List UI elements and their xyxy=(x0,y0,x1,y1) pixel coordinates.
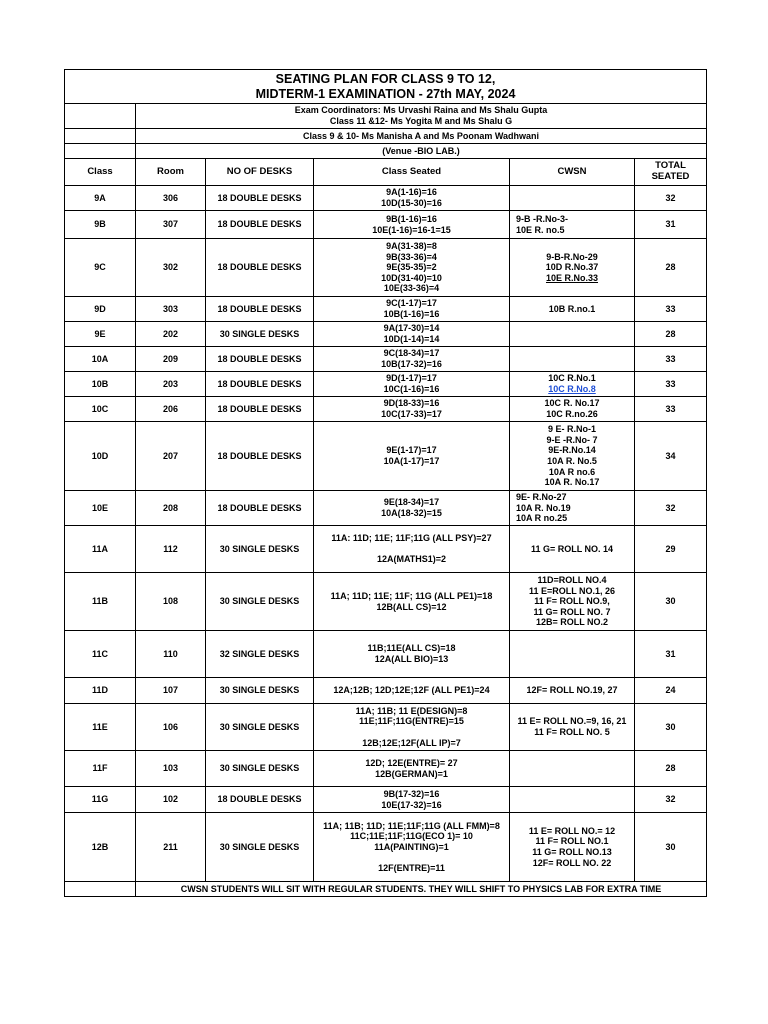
seated-line: 10D(15-30)=16 xyxy=(381,198,442,208)
room-cell: 102 xyxy=(136,787,206,813)
seated-line: 10B(17-32)=16 xyxy=(381,359,442,369)
total-seated-cell: 29 xyxy=(635,526,707,573)
seated-line: 11A; 11B; 11D; 11E;11F;11G (ALL FMM)=8 xyxy=(323,820,500,831)
class-seated-cell xyxy=(314,372,510,397)
cwsn-line: 11 E= ROLL NO.=9, 16, 21 xyxy=(517,716,627,727)
seated-line: 12A(MATHS1)=2 xyxy=(376,554,447,565)
class-9-10-coordinators: Class 9 & 10- Ms Manisha A and Ms Poonam Wadhwani xyxy=(136,129,707,144)
class-cell: 9B xyxy=(65,211,136,239)
cwsn-cell xyxy=(510,347,635,372)
desks-cell: 18 DOUBLE DESKS xyxy=(206,239,314,297)
header-class: Class xyxy=(65,159,136,186)
venue-text: (Venue -BIO LAB.) xyxy=(136,144,707,159)
room-cell: 302 xyxy=(136,239,206,297)
cwsn-line: 10A R. No.19 xyxy=(516,502,571,513)
cwsn-cell xyxy=(510,704,635,751)
room-cell: 307 xyxy=(136,211,206,239)
total-seated-cell: 31 xyxy=(635,211,707,239)
seated-line: 12B;12E;12F(ALL IP)=7 xyxy=(362,737,461,748)
cwsn-line: 10A R. No.5 xyxy=(547,456,597,466)
cwsn-cell xyxy=(510,397,635,422)
cwsn-cell xyxy=(510,372,635,397)
table-row xyxy=(65,751,707,787)
seated-line xyxy=(316,544,507,555)
seated-line: 12B(ALL CS)=12 xyxy=(376,601,447,612)
class-seated-cell xyxy=(314,397,510,422)
cwsn-line: 10B R.no.1 xyxy=(548,303,596,314)
room-cell: 206 xyxy=(136,397,206,422)
seated-line: 9D(18-33)=16 xyxy=(383,398,440,409)
class-cell: 11B xyxy=(65,573,136,631)
cwsn-cell xyxy=(510,422,635,491)
class-seated-cell xyxy=(314,787,510,813)
cwsn-cell xyxy=(510,322,635,347)
cwsn-cell xyxy=(510,631,635,678)
total-seated-cell: 30 xyxy=(635,813,707,882)
desks-cell: 30 SINGLE DESKS xyxy=(206,322,314,347)
footer-note: CWSN STUDENTS WILL SIT WITH REGULAR STUDENTS. THEY WILL SHIFT TO PHYSICS LAB FOR EXTRA TIME xyxy=(136,882,707,897)
class-cell: 9D xyxy=(65,297,136,322)
seated-line: 10D(1-14)=14 xyxy=(383,334,440,344)
seated-line: 9E(1-17)=17 xyxy=(386,445,437,456)
cwsn-line: 9-B-R.No-29 xyxy=(546,251,598,262)
cwsn-line: 10A R no.25 xyxy=(516,513,568,524)
coordinators-text: Exam Coordinators: Ms Urvashi Raina and Ms Shalu Gupta xyxy=(294,105,548,116)
cwsn-cell xyxy=(510,751,635,787)
seated-line: 10D(31-40)=10 xyxy=(381,272,442,283)
cwsn-cell xyxy=(510,239,635,297)
table-row xyxy=(65,397,707,422)
seated-line: 9A(17-30)=14 xyxy=(383,323,440,334)
table-row xyxy=(65,211,707,239)
room-cell: 110 xyxy=(136,631,206,678)
table-row xyxy=(65,239,707,297)
seated-line xyxy=(316,727,507,738)
title-line-2: MIDTERM-1 EXAMINATION - 27th MAY, 2024 xyxy=(255,86,516,101)
total-seated-cell: 28 xyxy=(635,322,707,347)
room-cell: 107 xyxy=(136,678,206,704)
class-seated-cell xyxy=(314,751,510,787)
seated-line: 9D(1-17)=17 xyxy=(386,373,437,384)
coordinators-row xyxy=(65,104,707,129)
desks-cell: 30 SINGLE DESKS xyxy=(206,526,314,573)
cwsn-line: 9-B -R.No-3- xyxy=(516,213,568,224)
table-row xyxy=(65,347,707,372)
class-cell: 10C xyxy=(65,397,136,422)
seated-line: 11A; 11D; 11E; 11F; 11G (ALL PE1)=18 xyxy=(330,590,493,601)
desks-cell: 30 SINGLE DESKS xyxy=(206,678,314,704)
total-seated-cell: 32 xyxy=(635,491,707,526)
cwsn-line: 10E R.No.33 xyxy=(545,272,599,283)
desks-cell: 18 DOUBLE DESKS xyxy=(206,422,314,491)
blank-cell xyxy=(65,104,136,129)
cwsn-cell xyxy=(510,186,635,211)
class-cell: 11A xyxy=(65,526,136,573)
seated-line: 9B(17-32)=16 xyxy=(383,788,440,799)
cwsn-cell xyxy=(510,297,635,322)
table-row xyxy=(65,186,707,211)
table-row xyxy=(65,813,707,882)
table-row xyxy=(65,704,707,751)
class-seated-cell xyxy=(314,491,510,526)
blank-cell xyxy=(65,882,136,897)
room-cell: 108 xyxy=(136,573,206,631)
seated-line: 9E(18-34)=17 xyxy=(383,497,440,508)
room-cell: 211 xyxy=(136,813,206,882)
seated-line: 10A(1-17)=17 xyxy=(383,456,440,466)
desks-cell: 18 DOUBLE DESKS xyxy=(206,186,314,211)
cwsn-line: 9E-R.No.14 xyxy=(548,445,596,456)
cwsn-line: 10E R. no.5 xyxy=(516,224,565,235)
table-row xyxy=(65,573,707,631)
seated-line: 11A(PAINTING)=1 xyxy=(374,841,449,852)
class-cell: 10E xyxy=(65,491,136,526)
class-cell: 9A xyxy=(65,186,136,211)
class-cell: 12B xyxy=(65,813,136,882)
desks-cell: 30 SINGLE DESKS xyxy=(206,813,314,882)
cwsn-line: 9E- R.No-27 xyxy=(516,492,567,503)
desks-cell: 30 SINGLE DESKS xyxy=(206,704,314,751)
title-row xyxy=(65,70,707,104)
desks-cell: 18 DOUBLE DESKS xyxy=(206,397,314,422)
seating-plan-table xyxy=(64,69,707,897)
total-seated-cell: 28 xyxy=(635,239,707,297)
class-seated-cell xyxy=(314,211,510,239)
cwsn-line: 11 E=ROLL NO.1, 26 xyxy=(528,585,616,596)
class-cell: 11E xyxy=(65,704,136,751)
class-seated-cell xyxy=(314,704,510,751)
seated-line: 12A(ALL BIO)=13 xyxy=(374,654,449,664)
seated-line: 11C;11E;11F;11G(ECO 1)= 10 xyxy=(350,831,473,842)
table-row xyxy=(65,422,707,491)
total-seated-cell: 28 xyxy=(635,751,707,787)
total-seated-cell: 33 xyxy=(635,372,707,397)
venue-row xyxy=(65,144,707,159)
header-desks: NO OF DESKS xyxy=(206,159,314,186)
class-9-10-row xyxy=(65,129,707,144)
seated-line: 9A(31-38)=8 xyxy=(386,241,437,252)
table-row xyxy=(65,787,707,813)
class-seated-cell xyxy=(314,631,510,678)
cwsn-line: 10C R.No.1 xyxy=(548,373,596,384)
total-seated-cell: 31 xyxy=(635,631,707,678)
table-row xyxy=(65,526,707,573)
seated-line: 11A; 11B; 11 E(DESIGN)=8 xyxy=(355,705,468,716)
table-row xyxy=(65,297,707,322)
class-seated-cell xyxy=(314,186,510,211)
seated-line: 10C(17-33)=17 xyxy=(381,409,442,419)
cwsn-line: 11 G= ROLL NO. 7 xyxy=(533,606,611,617)
header-total-line-1: TOTAL xyxy=(655,160,686,172)
header-room: Room xyxy=(136,159,206,186)
class-11-12-coordinators: Class 11 &12- Ms Yogita M and Ms Shalu G xyxy=(329,116,513,126)
class-seated-cell xyxy=(314,239,510,297)
cwsn-cell xyxy=(510,526,635,573)
cwsn-line: 10C R. No.17 xyxy=(544,398,600,409)
cwsn-line: 11 F= ROLL NO.1 xyxy=(535,836,609,847)
room-cell: 103 xyxy=(136,751,206,787)
room-cell: 203 xyxy=(136,372,206,397)
seated-line: 12D; 12E(ENTRE)= 27 xyxy=(365,757,458,768)
header-total-line-2: SEATED xyxy=(651,171,690,182)
seated-line xyxy=(316,852,507,863)
cwsn-line: 10D R.No.37 xyxy=(545,262,599,273)
total-seated-cell: 32 xyxy=(635,186,707,211)
cwsn-line: 10A R no.6 xyxy=(548,466,596,477)
desks-cell: 18 DOUBLE DESKS xyxy=(206,297,314,322)
seated-line: 10E(17-32)=16 xyxy=(381,799,442,810)
cwsn-cell xyxy=(510,573,635,631)
title-line-1: SEATING PLAN FOR CLASS 9 TO 12, xyxy=(275,72,496,86)
cwsn-line: 10C R.no.26 xyxy=(546,409,598,419)
desks-cell: 18 DOUBLE DESKS xyxy=(206,347,314,372)
cwsn-line: 9 E- R.No-1 xyxy=(547,424,596,435)
table-row xyxy=(65,491,707,526)
cwsn-line: 9-E -R.No- 7 xyxy=(546,434,598,445)
seated-line: 12F(ENTRE)=11 xyxy=(378,862,445,873)
room-cell: 112 xyxy=(136,526,206,573)
desks-cell: 18 DOUBLE DESKS xyxy=(206,787,314,813)
header-class-seated: Class Seated xyxy=(314,159,510,186)
table-row xyxy=(65,372,707,397)
total-seated-cell: 30 xyxy=(635,704,707,751)
cwsn-line: 11 E= ROLL NO.= 12 xyxy=(528,825,616,836)
cwsn-cell xyxy=(510,787,635,813)
header-total-seated xyxy=(635,159,707,186)
cwsn-line: 10A R. No.17 xyxy=(544,477,600,488)
room-cell: 202 xyxy=(136,322,206,347)
desks-cell: 18 DOUBLE DESKS xyxy=(206,491,314,526)
class-cell: 11D xyxy=(65,678,136,704)
seated-line: 10E(33-36)=4 xyxy=(383,283,440,294)
table-row xyxy=(65,322,707,347)
class-seated-cell xyxy=(314,347,510,372)
cwsn-line: 12B= ROLL NO.2 xyxy=(535,617,609,628)
room-cell: 207 xyxy=(136,422,206,491)
seated-line: 9C(18-34)=17 xyxy=(383,348,440,359)
seated-line: 10C(1-16)=16 xyxy=(383,384,440,394)
class-cell: 9C xyxy=(65,239,136,297)
seated-line: 10A(18-32)=15 xyxy=(381,508,442,518)
class-cell: 10A xyxy=(65,347,136,372)
total-seated-cell: 33 xyxy=(635,347,707,372)
seated-line: 9B(1-16)=16 xyxy=(386,213,437,224)
cwsn-line: 12F= ROLL NO.19, 27 xyxy=(526,685,618,696)
seated-line: 11A: 11D; 11E; 11F;11G (ALL PSY)=27 xyxy=(331,533,492,544)
class-cell: 9E xyxy=(65,322,136,347)
class-seated-cell xyxy=(314,297,510,322)
seated-line: 10E(1-16)=16-1=15 xyxy=(372,224,451,235)
footer-row xyxy=(65,882,707,897)
desks-cell: 30 SINGLE DESKS xyxy=(206,751,314,787)
total-seated-cell: 24 xyxy=(635,678,707,704)
coordinators-cell xyxy=(136,104,707,129)
cwsn-line: 11 G= ROLL NO.13 xyxy=(532,847,612,857)
cwsn-line: 11D=ROLL NO.4 xyxy=(537,575,607,586)
class-seated-cell xyxy=(314,678,510,704)
class-seated-cell xyxy=(314,813,510,882)
desks-cell: 30 SINGLE DESKS xyxy=(206,573,314,631)
class-seated-cell xyxy=(314,422,510,491)
desks-cell: 18 DOUBLE DESKS xyxy=(206,211,314,239)
desks-cell: 32 SINGLE DESKS xyxy=(206,631,314,678)
seated-line: 12B(GERMAN)=1 xyxy=(375,768,448,779)
blank-cell xyxy=(65,129,136,144)
page-title xyxy=(65,70,707,104)
room-cell: 306 xyxy=(136,186,206,211)
class-cell: 11G xyxy=(65,787,136,813)
class-seated-cell xyxy=(314,526,510,573)
total-seated-cell: 33 xyxy=(635,297,707,322)
header-row xyxy=(65,159,707,186)
seated-line: 11E;11F;11G(ENTRE)=15 xyxy=(359,716,464,727)
cwsn-cell xyxy=(510,813,635,882)
class-cell: 11C xyxy=(65,631,136,678)
cwsn-line: 12F= ROLL NO. 22 xyxy=(532,857,612,868)
cwsn-line: 11 F= ROLL NO.9, xyxy=(534,596,610,607)
room-cell: 303 xyxy=(136,297,206,322)
class-seated-cell xyxy=(314,573,510,631)
blank-cell xyxy=(65,144,136,159)
seated-line: 11B;11E(ALL CS)=18 xyxy=(367,643,456,654)
seated-line: 9B(33-36)=4 xyxy=(386,251,437,262)
cwsn-line: 10C R.No.8 xyxy=(548,384,596,394)
cwsn-cell xyxy=(510,211,635,239)
header-cwsn: CWSN xyxy=(510,159,635,186)
seated-line: 9A(1-16)=16 xyxy=(386,187,437,198)
table-row xyxy=(65,678,707,704)
table-row xyxy=(65,631,707,678)
seated-line: 9C(1-17)=17 xyxy=(386,298,437,309)
seated-line: 12A;12B; 12D;12E;12F (ALL PE1)=24 xyxy=(333,685,490,696)
room-cell: 106 xyxy=(136,704,206,751)
class-cell: 11F xyxy=(65,751,136,787)
total-seated-cell: 33 xyxy=(635,397,707,422)
class-seated-cell xyxy=(314,322,510,347)
cwsn-line: 11 G= ROLL NO. 14 xyxy=(530,543,614,554)
seated-line: 10B(1-16)=16 xyxy=(383,309,440,319)
seated-line: 9E(35-35)=2 xyxy=(386,262,437,273)
room-cell: 208 xyxy=(136,491,206,526)
class-cell: 10D xyxy=(65,422,136,491)
room-cell: 209 xyxy=(136,347,206,372)
cwsn-cell xyxy=(510,678,635,704)
total-seated-cell: 32 xyxy=(635,787,707,813)
desks-cell: 18 DOUBLE DESKS xyxy=(206,372,314,397)
total-seated-cell: 34 xyxy=(635,422,707,491)
total-seated-cell: 30 xyxy=(635,573,707,631)
cwsn-line: 11 F= ROLL NO. 5 xyxy=(534,727,610,737)
class-cell: 10B xyxy=(65,372,136,397)
cwsn-cell xyxy=(510,491,635,526)
